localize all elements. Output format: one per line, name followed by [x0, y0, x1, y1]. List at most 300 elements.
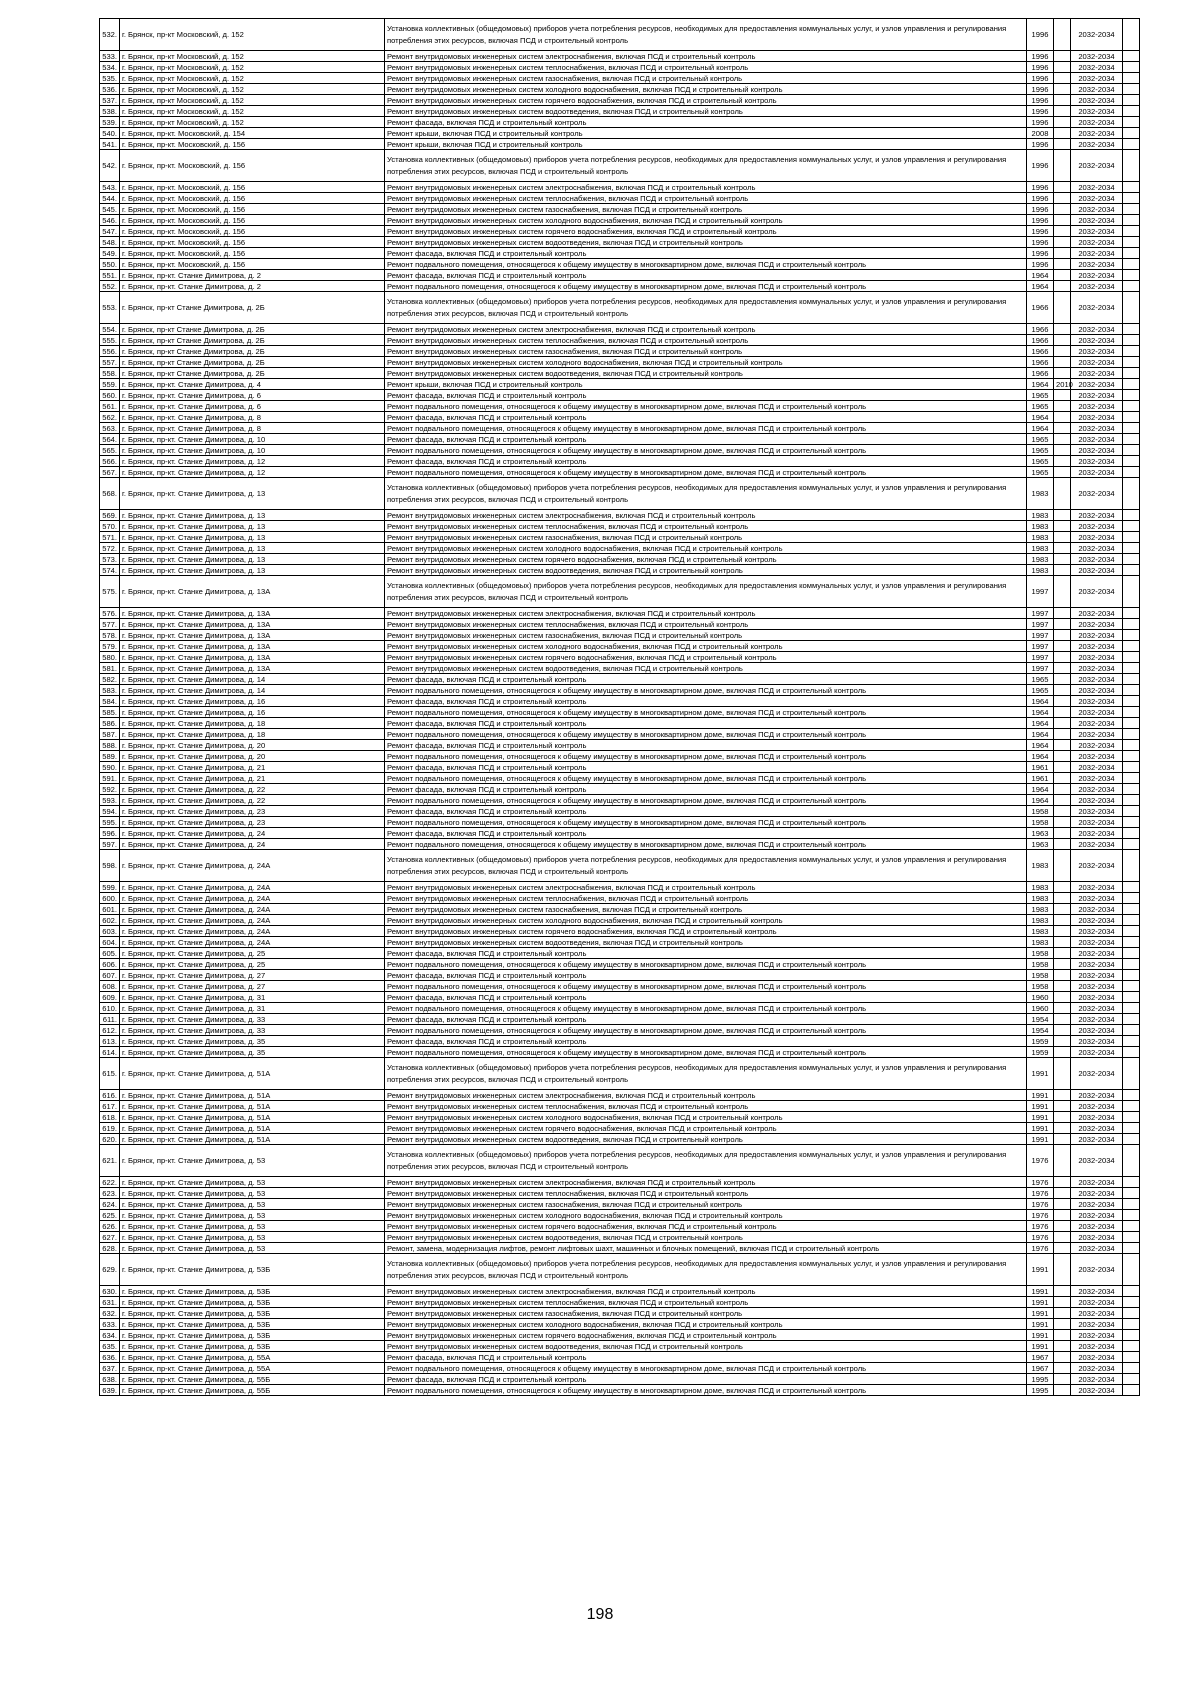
table-row [100, 379, 1140, 390]
table-row [100, 1014, 1140, 1025]
work-type-cell: Ремонт внутридомовых инженерных систем холодного водоснабжения, включая ПСД и строительный контроль [385, 915, 1027, 926]
table-row [100, 456, 1140, 467]
last-repair-year-cell [1054, 1177, 1071, 1188]
table-row [100, 215, 1140, 226]
row-number: 551. [100, 270, 120, 281]
year-built-cell: 1991 [1027, 1308, 1054, 1319]
work-type-cell: Ремонт внутридомовых инженерных систем газоснабжения, включая ПСД и строительный контроль [385, 1308, 1027, 1319]
address-cell: г. Брянск, пр-кт. Московский, д. 156 [120, 215, 385, 226]
planned-period-cell: 2032-2034 [1071, 1319, 1123, 1330]
address-cell: г. Брянск, пр-кт. Станке Димитрова, д. 53 [120, 1243, 385, 1254]
extra-cell [1123, 652, 1140, 663]
work-type-cell: Установка коллективных (общедомовых) приборов учета потребления ресурсов, необходимых для предоставления коммунальных услуг, и узлов управления и регулирования потребления этих ресурсов, включая ПСД и строительный контроль [385, 850, 1027, 882]
last-repair-year-cell [1054, 1188, 1071, 1199]
row-number: 556. [100, 346, 120, 357]
table-row [100, 1308, 1140, 1319]
row-number: 637. [100, 1363, 120, 1374]
table-row [100, 1243, 1140, 1254]
last-repair-year-cell [1054, 1243, 1071, 1254]
last-repair-year-cell [1054, 751, 1071, 762]
address-cell: г. Брянск, пр-кт Московский, д. 152 [120, 84, 385, 95]
planned-period-cell: 2032-2034 [1071, 521, 1123, 532]
address-cell: г. Брянск, пр-кт. Станке Димитрова, д. 55А [120, 1363, 385, 1374]
row-number: 630. [100, 1286, 120, 1297]
last-repair-year-cell [1054, 1352, 1071, 1363]
work-type-cell: Ремонт фасада, включая ПСД и строительный контроль [385, 718, 1027, 729]
table-row [100, 95, 1140, 106]
address-cell: г. Брянск, пр-кт. Станке Димитрова, д. 13 [120, 532, 385, 543]
last-repair-year-cell [1054, 1036, 1071, 1047]
work-type-cell: Ремонт внутридомовых инженерных систем теплоснабжения, включая ПСД и строительный контроль [385, 521, 1027, 532]
planned-period-cell: 2032-2034 [1071, 740, 1123, 751]
last-repair-year-cell [1054, 150, 1071, 182]
work-type-cell: Установка коллективных (общедомовых) приборов учета потребления ресурсов, необходимых для предоставления коммунальных услуг, и узлов управления и регулирования потребления этих ресурсов, включая ПСД и строительный контроль [385, 1145, 1027, 1177]
extra-cell [1123, 718, 1140, 729]
table-row [100, 1090, 1140, 1101]
year-built-cell: 1958 [1027, 806, 1054, 817]
table-row [100, 1025, 1140, 1036]
address-cell: г. Брянск, пр-кт Московский, д. 152 [120, 51, 385, 62]
extra-cell [1123, 19, 1140, 51]
planned-period-cell: 2032-2034 [1071, 128, 1123, 139]
table-row [100, 882, 1140, 893]
address-cell: г. Брянск, пр-кт. Станке Димитрова, д. 13А [120, 576, 385, 608]
planned-period-cell: 2032-2034 [1071, 981, 1123, 992]
planned-period-cell: 2032-2034 [1071, 948, 1123, 959]
year-built-cell: 1995 [1027, 1374, 1054, 1385]
year-built-cell: 1976 [1027, 1199, 1054, 1210]
last-repair-year-cell [1054, 970, 1071, 981]
planned-period-cell: 2032-2034 [1071, 204, 1123, 215]
extra-cell [1123, 926, 1140, 937]
extra-cell [1123, 215, 1140, 226]
extra-cell [1123, 1123, 1140, 1134]
last-repair-year-cell [1054, 390, 1071, 401]
planned-period-cell: 2032-2034 [1071, 652, 1123, 663]
year-built-cell: 1996 [1027, 215, 1054, 226]
year-built-cell: 1959 [1027, 1047, 1054, 1058]
last-repair-year-cell [1054, 357, 1071, 368]
year-built-cell: 1965 [1027, 434, 1054, 445]
address-cell: г. Брянск, пр-кт. Московский, д. 156 [120, 237, 385, 248]
last-repair-year-cell [1054, 204, 1071, 215]
work-type-cell: Ремонт фасада, включая ПСД и строительный контроль [385, 1014, 1027, 1025]
planned-period-cell: 2032-2034 [1071, 150, 1123, 182]
address-cell: г. Брянск, пр-кт. Станке Димитрова, д. 31 [120, 1003, 385, 1014]
year-built-cell: 1996 [1027, 150, 1054, 182]
planned-period-cell: 2032-2034 [1071, 1177, 1123, 1188]
address-cell: г. Брянск, пр-кт. Московский, д. 156 [120, 182, 385, 193]
extra-cell [1123, 608, 1140, 619]
year-built-cell: 1996 [1027, 106, 1054, 117]
year-built-cell: 1959 [1027, 1036, 1054, 1047]
address-cell: г. Брянск, пр-кт. Станке Димитрова, д. 20 [120, 751, 385, 762]
table-row [100, 259, 1140, 270]
year-built-cell: 1983 [1027, 543, 1054, 554]
last-repair-year-cell [1054, 850, 1071, 882]
work-type-cell: Ремонт внутридомовых инженерных систем электроснабжения, включая ПСД и строительный контроль [385, 1177, 1027, 1188]
planned-period-cell: 2032-2034 [1071, 1341, 1123, 1352]
address-cell: г. Брянск, пр-кт. Станке Димитрова, д. 20 [120, 740, 385, 751]
work-type-cell: Ремонт внутридомовых инженерных систем холодного водоснабжения, включая ПСД и строительный контроль [385, 641, 1027, 652]
last-repair-year-cell [1054, 106, 1071, 117]
last-repair-year-cell [1054, 795, 1071, 806]
address-cell: г. Брянск, пр-кт. Станке Димитрова, д. 21 [120, 762, 385, 773]
last-repair-year-cell [1054, 839, 1071, 850]
address-cell: г. Брянск, пр-кт. Станке Димитрова, д. 24А [120, 915, 385, 926]
extra-cell [1123, 882, 1140, 893]
work-type-cell: Ремонт фасада, включая ПСД и строительный контроль [385, 806, 1027, 817]
last-repair-year-cell [1054, 663, 1071, 674]
extra-cell [1123, 707, 1140, 718]
year-built-cell: 1983 [1027, 850, 1054, 882]
last-repair-year-cell [1054, 762, 1071, 773]
year-built-cell: 1991 [1027, 1134, 1054, 1145]
planned-period-cell: 2032-2034 [1071, 1385, 1123, 1396]
work-type-cell: Ремонт внутридомовых инженерных систем газоснабжения, включая ПСД и строительный контроль [385, 630, 1027, 641]
row-number: 552. [100, 281, 120, 292]
last-repair-year-cell [1054, 718, 1071, 729]
planned-period-cell: 2032-2034 [1071, 1330, 1123, 1341]
planned-period-cell: 2032-2034 [1071, 281, 1123, 292]
table-row [100, 1134, 1140, 1145]
year-built-cell: 1991 [1027, 1101, 1054, 1112]
address-cell: г. Брянск, пр-кт. Станке Димитрова, д. 24А [120, 893, 385, 904]
work-type-cell: Ремонт внутридомовых инженерных систем теплоснабжения, включая ПСД и строительный контроль [385, 1297, 1027, 1308]
address-cell: г. Брянск, пр-кт. Станке Димитрова, д. 13А [120, 641, 385, 652]
table-row [100, 806, 1140, 817]
work-type-cell: Ремонт подвального помещения, относящегося к общему имуществу в многоквартирном доме, включая ПСД и строительный контроль [385, 423, 1027, 434]
year-built-cell: 1966 [1027, 324, 1054, 335]
address-cell: г. Брянск, пр-кт. Станке Димитрова, д. 53 [120, 1145, 385, 1177]
last-repair-year-cell [1054, 412, 1071, 423]
work-type-cell: Установка коллективных (общедомовых) приборов учета потребления ресурсов, необходимых для предоставления коммунальных услуг, и узлов управления и регулирования потребления этих ресурсов, включая ПСД и строительный контроль [385, 19, 1027, 51]
address-cell: г. Брянск, пр-кт. Московский, д. 156 [120, 259, 385, 270]
year-built-cell: 1983 [1027, 565, 1054, 576]
row-number: 539. [100, 117, 120, 128]
row-number: 624. [100, 1199, 120, 1210]
address-cell: г. Брянск, пр-кт Станке Димитрова, д. 2Б [120, 335, 385, 346]
address-cell: г. Брянск, пр-кт. Станке Димитрова, д. 24А [120, 937, 385, 948]
table-row [100, 73, 1140, 84]
table-row [100, 608, 1140, 619]
extra-cell [1123, 379, 1140, 390]
work-type-cell: Ремонт внутридомовых инженерных систем холодного водоснабжения, включая ПСД и строительный контроль [385, 215, 1027, 226]
year-built-cell: 1983 [1027, 554, 1054, 565]
address-cell: г. Брянск, пр-кт. Станке Димитрова, д. 8 [120, 423, 385, 434]
extra-cell [1123, 150, 1140, 182]
extra-cell [1123, 1134, 1140, 1145]
address-cell: г. Брянск, пр-кт. Станке Димитрова, д. 12 [120, 456, 385, 467]
work-type-cell: Ремонт внутридомовых инженерных систем электроснабжения, включая ПСД и строительный контроль [385, 510, 1027, 521]
last-repair-year-cell [1054, 292, 1071, 324]
extra-cell [1123, 1199, 1140, 1210]
year-built-cell: 1991 [1027, 1090, 1054, 1101]
extra-cell [1123, 839, 1140, 850]
address-cell: г. Брянск, пр-кт. Станке Димитрова, д. 16 [120, 707, 385, 718]
row-number: 561. [100, 401, 120, 412]
address-cell: г. Брянск, пр-кт Московский, д. 152 [120, 19, 385, 51]
row-number: 609. [100, 992, 120, 1003]
extra-cell [1123, 139, 1140, 150]
extra-cell [1123, 324, 1140, 335]
year-built-cell: 1996 [1027, 259, 1054, 270]
last-repair-year-cell [1054, 565, 1071, 576]
year-built-cell: 1996 [1027, 95, 1054, 106]
row-number: 574. [100, 565, 120, 576]
last-repair-year-cell [1054, 1221, 1071, 1232]
row-number: 632. [100, 1308, 120, 1319]
planned-period-cell: 2032-2034 [1071, 423, 1123, 434]
table-row [100, 915, 1140, 926]
extra-cell [1123, 346, 1140, 357]
work-type-cell: Ремонт подвального помещения, относящегося к общему имуществу в многоквартирном доме, включая ПСД и строительный контроль [385, 259, 1027, 270]
last-repair-year-cell [1054, 1330, 1071, 1341]
year-built-cell: 1983 [1027, 521, 1054, 532]
extra-cell [1123, 1058, 1140, 1090]
address-cell: г. Брянск, пр-кт. Станке Димитрова, д. 53Б [120, 1319, 385, 1330]
work-type-cell: Ремонт фасада, включая ПСД и строительный контроль [385, 970, 1027, 981]
last-repair-year-cell [1054, 51, 1071, 62]
last-repair-year-cell [1054, 554, 1071, 565]
planned-period-cell: 2032-2034 [1071, 1003, 1123, 1014]
extra-cell [1123, 817, 1140, 828]
work-type-cell: Ремонт подвального помещения, относящегося к общему имуществу в многоквартирном доме, включая ПСД и строительный контроль [385, 1025, 1027, 1036]
work-type-cell: Ремонт фасада, включая ПСД и строительный контроль [385, 1352, 1027, 1363]
table-row [100, 543, 1140, 554]
work-type-cell: Ремонт внутридомовых инженерных систем теплоснабжения, включая ПСД и строительный контроль [385, 619, 1027, 630]
address-cell: г. Брянск, пр-кт. Станке Димитрова, д. 53 [120, 1177, 385, 1188]
planned-period-cell: 2032-2034 [1071, 379, 1123, 390]
year-built-cell: 1965 [1027, 445, 1054, 456]
planned-period-cell: 2032-2034 [1071, 532, 1123, 543]
planned-period-cell: 2032-2034 [1071, 19, 1123, 51]
works-table [99, 18, 1140, 1396]
last-repair-year-cell [1054, 641, 1071, 652]
extra-cell [1123, 970, 1140, 981]
table-row [100, 1297, 1140, 1308]
last-repair-year-cell [1054, 1047, 1071, 1058]
last-repair-year-cell [1054, 652, 1071, 663]
last-repair-year-cell [1054, 510, 1071, 521]
year-built-cell: 1966 [1027, 292, 1054, 324]
last-repair-year-cell [1054, 992, 1071, 1003]
extra-cell [1123, 1319, 1140, 1330]
table-row [100, 970, 1140, 981]
table-row [100, 445, 1140, 456]
work-type-cell: Ремонт подвального помещения, относящегося к общему имуществу в многоквартирном доме, включая ПСД и строительный контроль [385, 467, 1027, 478]
extra-cell [1123, 1188, 1140, 1199]
year-built-cell: 1997 [1027, 619, 1054, 630]
planned-period-cell: 2032-2034 [1071, 51, 1123, 62]
last-repair-year-cell [1054, 674, 1071, 685]
planned-period-cell: 2032-2034 [1071, 1297, 1123, 1308]
year-built-cell: 1965 [1027, 390, 1054, 401]
address-cell: г. Брянск, пр-кт. Станке Димитрова, д. 25 [120, 948, 385, 959]
planned-period-cell: 2032-2034 [1071, 1232, 1123, 1243]
table-row [100, 696, 1140, 707]
work-type-cell: Ремонт внутридомовых инженерных систем теплоснабжения, включая ПСД и строительный контроль [385, 1101, 1027, 1112]
work-type-cell: Ремонт подвального помещения, относящегося к общему имуществу в многоквартирном доме, включая ПСД и строительный контроль [385, 401, 1027, 412]
row-number: 618. [100, 1112, 120, 1123]
work-type-cell: Ремонт внутридомовых инженерных систем газоснабжения, включая ПСД и строительный контроль [385, 1199, 1027, 1210]
row-number: 627. [100, 1232, 120, 1243]
address-cell: г. Брянск, пр-кт. Станке Димитрова, д. 24А [120, 882, 385, 893]
table-row [100, 1177, 1140, 1188]
address-cell: г. Брянск, пр-кт Станке Димитрова, д. 2Б [120, 368, 385, 379]
row-number: 569. [100, 510, 120, 521]
table-row [100, 117, 1140, 128]
extra-cell [1123, 1177, 1140, 1188]
planned-period-cell: 2032-2034 [1071, 674, 1123, 685]
table-row [100, 1221, 1140, 1232]
address-cell: г. Брянск, пр-кт. Станке Димитрова, д. 2 [120, 270, 385, 281]
planned-period-cell: 2032-2034 [1071, 619, 1123, 630]
extra-cell [1123, 259, 1140, 270]
planned-period-cell: 2032-2034 [1071, 1090, 1123, 1101]
planned-period-cell: 2032-2034 [1071, 335, 1123, 346]
extra-cell [1123, 1112, 1140, 1123]
row-number: 608. [100, 981, 120, 992]
planned-period-cell: 2032-2034 [1071, 608, 1123, 619]
year-built-cell: 1996 [1027, 73, 1054, 84]
year-built-cell: 1965 [1027, 674, 1054, 685]
planned-period-cell: 2032-2034 [1071, 324, 1123, 335]
table-row [100, 554, 1140, 565]
table-body [100, 19, 1140, 1396]
row-number: 583. [100, 685, 120, 696]
year-built-cell: 1983 [1027, 893, 1054, 904]
extra-cell [1123, 1090, 1140, 1101]
table-row [100, 630, 1140, 641]
extra-cell [1123, 532, 1140, 543]
work-type-cell: Ремонт внутридомовых инженерных систем горячего водоснабжения, включая ПСД и строительный контроль [385, 652, 1027, 663]
work-type-cell: Ремонт внутридомовых инженерных систем газоснабжения, включая ПСД и строительный контроль [385, 904, 1027, 915]
address-cell: г. Брянск, пр-кт Станке Димитрова, д. 2Б [120, 346, 385, 357]
last-repair-year-cell [1054, 685, 1071, 696]
planned-period-cell: 2032-2034 [1071, 1352, 1123, 1363]
table-row [100, 565, 1140, 576]
extra-cell [1123, 423, 1140, 434]
table-row [100, 773, 1140, 784]
planned-period-cell: 2032-2034 [1071, 193, 1123, 204]
extra-cell [1123, 937, 1140, 948]
year-built-cell: 1964 [1027, 707, 1054, 718]
extra-cell [1123, 806, 1140, 817]
works-table-container [99, 18, 1139, 1396]
row-number: 559. [100, 379, 120, 390]
work-type-cell: Ремонт подвального помещения, относящегося к общему имуществу в многоквартирном доме, включая ПСД и строительный контроль [385, 959, 1027, 970]
row-number: 635. [100, 1341, 120, 1352]
row-number: 547. [100, 226, 120, 237]
last-repair-year-cell [1054, 1286, 1071, 1297]
year-built-cell: 1976 [1027, 1232, 1054, 1243]
table-row [100, 226, 1140, 237]
year-built-cell: 1966 [1027, 346, 1054, 357]
extra-cell [1123, 630, 1140, 641]
year-built-cell: 1958 [1027, 981, 1054, 992]
row-number: 638. [100, 1374, 120, 1385]
extra-cell [1123, 128, 1140, 139]
work-type-cell: Ремонт подвального помещения, относящегося к общему имуществу в многоквартирном доме, включая ПСД и строительный контроль [385, 281, 1027, 292]
extra-cell [1123, 729, 1140, 740]
year-built-cell: 1996 [1027, 139, 1054, 150]
planned-period-cell: 2032-2034 [1071, 62, 1123, 73]
extra-cell [1123, 1363, 1140, 1374]
work-type-cell: Ремонт внутридомовых инженерных систем электроснабжения, включая ПСД и строительный контроль [385, 51, 1027, 62]
address-cell: г. Брянск, пр-кт. Московский, д. 156 [120, 139, 385, 150]
address-cell: г. Брянск, пр-кт. Станке Димитрова, д. 27 [120, 970, 385, 981]
last-repair-year-cell [1054, 707, 1071, 718]
work-type-cell: Ремонт внутридомовых инженерных систем холодного водоснабжения, включая ПСД и строительный контроль [385, 84, 1027, 95]
last-repair-year-cell [1054, 882, 1071, 893]
year-built-cell: 1976 [1027, 1243, 1054, 1254]
table-row [100, 357, 1140, 368]
row-number: 537. [100, 95, 120, 106]
last-repair-year-cell [1054, 445, 1071, 456]
planned-period-cell: 2032-2034 [1071, 828, 1123, 839]
last-repair-year-cell [1054, 248, 1071, 259]
work-type-cell: Ремонт внутридомовых инженерных систем водоотведения, включая ПСД и строительный контроль [385, 565, 1027, 576]
work-type-cell: Ремонт внутридомовых инженерных систем холодного водоснабжения, включая ПСД и строительный контроль [385, 1319, 1027, 1330]
planned-period-cell: 2032-2034 [1071, 368, 1123, 379]
last-repair-year-cell [1054, 904, 1071, 915]
last-repair-year-cell [1054, 576, 1071, 608]
table-row [100, 981, 1140, 992]
work-type-cell: Ремонт внутридомовых инженерных систем газоснабжения, включая ПСД и строительный контроль [385, 73, 1027, 84]
row-number: 533. [100, 51, 120, 62]
planned-period-cell: 2032-2034 [1071, 226, 1123, 237]
address-cell: г. Брянск, пр-кт Московский, д. 152 [120, 117, 385, 128]
table-row [100, 839, 1140, 850]
address-cell: г. Брянск, пр-кт. Станке Димитрова, д. 53 [120, 1232, 385, 1243]
planned-period-cell: 2032-2034 [1071, 1025, 1123, 1036]
work-type-cell: Ремонт фасада, включая ПСД и строительный контроль [385, 696, 1027, 707]
row-number: 582. [100, 674, 120, 685]
planned-period-cell: 2032-2034 [1071, 696, 1123, 707]
planned-period-cell: 2032-2034 [1071, 1374, 1123, 1385]
planned-period-cell: 2032-2034 [1071, 718, 1123, 729]
extra-cell [1123, 1014, 1140, 1025]
year-built-cell: 1997 [1027, 663, 1054, 674]
last-repair-year-cell [1054, 532, 1071, 543]
year-built-cell: 1964 [1027, 729, 1054, 740]
last-repair-year-cell [1054, 926, 1071, 937]
year-built-cell: 1995 [1027, 1385, 1054, 1396]
work-type-cell: Ремонт фасада, включая ПСД и строительный контроль [385, 434, 1027, 445]
table-row [100, 904, 1140, 915]
year-built-cell: 1996 [1027, 117, 1054, 128]
row-number: 628. [100, 1243, 120, 1254]
planned-period-cell: 2032-2034 [1071, 434, 1123, 445]
extra-cell [1123, 368, 1140, 379]
last-repair-year-cell [1054, 117, 1071, 128]
year-built-cell: 1964 [1027, 718, 1054, 729]
planned-period-cell: 2032-2034 [1071, 1123, 1123, 1134]
planned-period-cell: 2032-2034 [1071, 456, 1123, 467]
address-cell: г. Брянск, пр-кт. Станке Димитрова, д. 51А [120, 1090, 385, 1101]
extra-cell [1123, 204, 1140, 215]
table-row [100, 1330, 1140, 1341]
work-type-cell: Ремонт фасада, включая ПСД и строительный контроль [385, 948, 1027, 959]
address-cell: г. Брянск, пр-кт. Станке Димитрова, д. 24 [120, 828, 385, 839]
extra-cell [1123, 478, 1140, 510]
last-repair-year-cell [1054, 521, 1071, 532]
planned-period-cell: 2032-2034 [1071, 510, 1123, 521]
address-cell: г. Брянск, пр-кт. Станке Димитрова, д. 6 [120, 390, 385, 401]
work-type-cell: Ремонт внутридомовых инженерных систем холодного водоснабжения, включая ПСД и строительный контроль [385, 357, 1027, 368]
work-type-cell: Ремонт подвального помещения, относящегося к общему имуществу в многоквартирном доме, включая ПСД и строительный контроль [385, 1003, 1027, 1014]
